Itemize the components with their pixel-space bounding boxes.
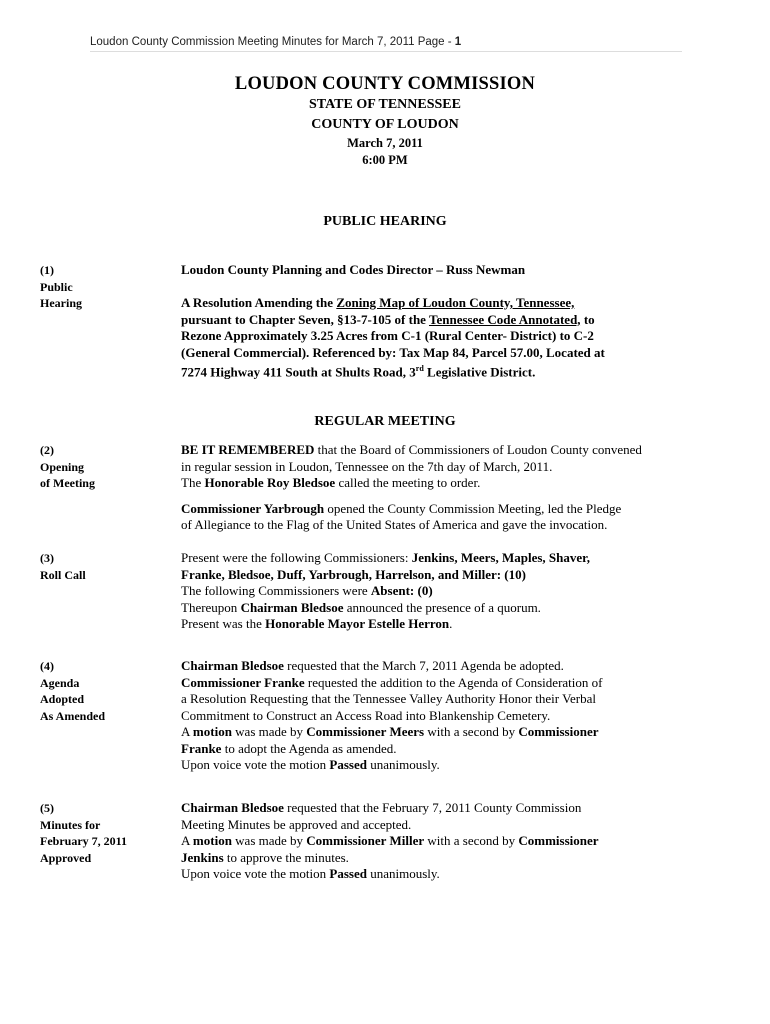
document-title: LOUDON COUNTY COMMISSION: [234, 74, 536, 94]
section-heading-regular-meeting: REGULAR MEETING: [314, 414, 456, 429]
text-bold: Commissioner Franke: [181, 674, 305, 690]
item-label: [40, 550, 170, 583]
text-bold: motion: [192, 724, 232, 739]
text-bold: Honorable Mayor Estelle Herron: [265, 616, 450, 631]
text-run: called the meeting to order.: [335, 475, 481, 490]
text-run: to adopt the Agenda as amended.: [221, 740, 397, 756]
text-bold: Passed: [329, 866, 367, 881]
presenter-line: Loudon County Planning and Codes Director – Russ Newman: [181, 262, 526, 277]
text-run: to approve the minutes.: [223, 849, 349, 865]
paragraph: [181, 550, 741, 633]
text-bold: Absent: (0): [370, 583, 433, 598]
text-run: in regular session in Loudon, Tennessee on the 7th day of March, 2011.: [181, 458, 553, 474]
item-label-line: Adopted: [40, 692, 85, 706]
item-number: (3): [40, 551, 54, 565]
item-label: [40, 800, 170, 866]
text-run: Commitment to Construct an Access Road into Blankenship Cemetery.: [181, 707, 551, 723]
text-run: requested the addition to the Agenda of Consideration of: [304, 674, 603, 690]
text-bold: Passed: [329, 757, 367, 772]
text-run: Thereupon: [181, 599, 241, 615]
section-heading-public-hearing: PUBLIC HEARING: [323, 214, 447, 229]
county-line: COUNTY OF LOUDON: [311, 117, 459, 132]
text-bold: Commissioner Miller: [306, 833, 425, 848]
item-body: [181, 442, 741, 534]
item-label-line: Agenda: [40, 675, 80, 690]
text-run: (General Commercial). Referenced by: Tax Map 84, Parcel 57.00, Located at: [181, 344, 605, 360]
text-bold: Honorable Roy Bledsoe: [204, 475, 336, 490]
item-label-line: Roll Call: [40, 567, 86, 582]
item-body: [181, 800, 741, 883]
text-bold: Commissioner Yarbrough: [181, 500, 325, 516]
header-page-number: 1: [454, 36, 462, 48]
text-run: Upon voice vote the motion: [181, 757, 330, 772]
text-bold: Commissioner Meers: [306, 724, 425, 739]
text-bold: Commissioner: [518, 724, 599, 739]
paragraph: [181, 658, 741, 774]
item-number: (1): [40, 263, 54, 277]
item-number: (5): [40, 801, 54, 815]
item-body: [181, 658, 741, 774]
item-label-line: Opening: [40, 459, 85, 474]
item-body: [181, 262, 741, 381]
text-run: Upon voice vote the motion: [181, 866, 330, 881]
text-run: .: [449, 616, 453, 631]
text-bold: Franke, Bledsoe, Duff, Yarbrough, Harrelson, and Miller: (10): [181, 566, 526, 582]
item-label-line: Public: [40, 279, 73, 294]
text-run: to: [580, 311, 595, 327]
text-run: Legislative District.: [423, 364, 536, 380]
text-run: announced the presence of a quorum.: [343, 599, 541, 615]
item-label-line: of Meeting: [40, 476, 95, 490]
item-body: [181, 550, 741, 633]
text-run: opened the County Commission Meeting, led the Pledge: [324, 500, 622, 516]
text-bold: Commissioner: [518, 833, 599, 848]
text-run: unanimously.: [366, 757, 440, 772]
item-label-line: As Amended: [40, 708, 106, 723]
resolution-text: [181, 295, 741, 381]
item-label: [40, 442, 170, 492]
text-bold: BE IT REMEMBERED: [181, 442, 315, 457]
text-run: of Allegiance to the Flag of the United States of America and gave the invocation.: [181, 517, 608, 532]
item-label-line: Approved: [40, 850, 92, 865]
text-run: A: [181, 724, 193, 739]
text-run: requested that the March 7, 2011 Agenda be adopted.: [283, 658, 564, 673]
paragraph: [181, 800, 741, 883]
text-run: The following Commissioners were: [181, 583, 371, 598]
text-run: pursuant to Chapter Seven, §13-7-105 of the: [181, 311, 429, 327]
text-run: Rezone Approximately 3.25 Acres from C-1 (Rural Center- District) to C-2: [181, 328, 594, 343]
page-header: [90, 36, 682, 52]
text-run: A: [181, 833, 193, 848]
text-bold: Jenkins, Meers, Maples, Shaver,: [411, 550, 590, 565]
text-run: was made by: [231, 833, 307, 848]
text-run: A Resolution Amending the: [181, 295, 337, 310]
text-bold: Franke: [181, 740, 222, 756]
text-run: with a second by: [424, 833, 519, 848]
text-bold: motion: [192, 833, 232, 848]
tn-code-text: Tennessee Code Annotated,: [428, 311, 581, 327]
text-run: requested that the February 7, 2011 County Commission: [283, 800, 582, 815]
header-text: Loudon County Commission Meeting Minutes for March 7, 2011 Page -: [90, 36, 455, 48]
text-bold: Chairman Bledsoe: [240, 599, 344, 615]
ordinal-suffix: rd: [415, 364, 424, 373]
item-label-line: Minutes for: [40, 817, 101, 832]
item-label-line: February 7, 2011: [40, 834, 127, 848]
text-run: unanimously.: [366, 866, 440, 881]
item-label: [40, 658, 170, 724]
text-bold: Jenkins: [181, 849, 224, 865]
text-run: 7274 Highway 411 South at Shults Road, 3: [181, 364, 416, 380]
text-run: Present was the: [181, 616, 266, 631]
paragraph: [181, 501, 741, 534]
text-run: Present were the following Commissioners:: [181, 550, 412, 565]
state-line: STATE OF TENNESSEE: [309, 97, 461, 112]
text-run: that the Board of Commissioners of Loudon County convened: [314, 442, 642, 457]
text-bold: Chairman Bledsoe: [181, 800, 284, 815]
item-label-line: Hearing: [40, 296, 82, 310]
item-number: (2): [40, 443, 54, 457]
item-label: [40, 262, 170, 312]
paragraph: [181, 442, 741, 492]
text-run: was made by: [231, 724, 307, 739]
text-run: a Resolution Requesting that the Tennessee Valley Authority Honor their Verbal: [181, 691, 597, 706]
item-number: (4): [40, 659, 54, 673]
text-run: with a second by: [424, 724, 519, 739]
meeting-date: March 7, 2011: [347, 136, 423, 150]
text-run: The: [181, 475, 205, 490]
text-run: Meeting Minutes be approved and accepted.: [181, 816, 412, 832]
zoning-map-link-text: Zoning Map of Loudon County, Tennessee,: [336, 295, 575, 310]
text-bold: Chairman Bledsoe: [181, 658, 284, 673]
meeting-time: 6:00 PM: [362, 153, 408, 167]
